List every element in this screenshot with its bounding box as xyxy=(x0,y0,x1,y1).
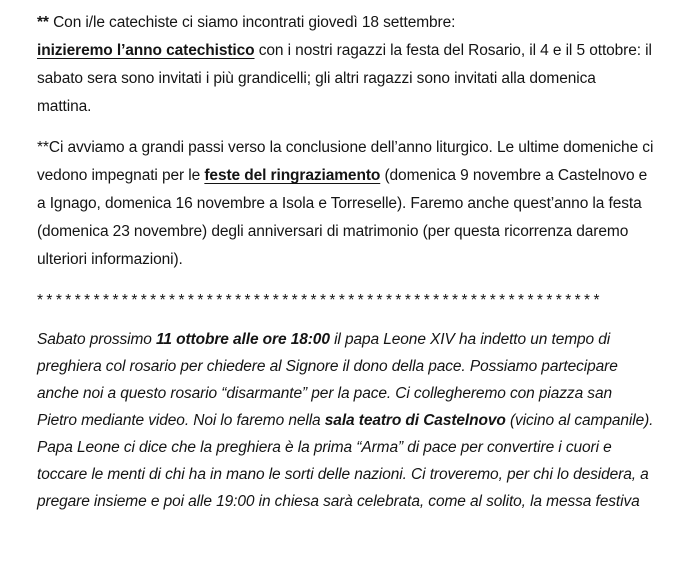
text-run: con i nostri ragazzi la festa del Rosario, il 4 e il 5 ottobre: il sabato sera sono invitati i più grandicelli; gli altri ragazzi sono invitati alla domenica mattina. xyxy=(37,42,652,115)
separator-asterisks xyxy=(37,287,654,315)
highlight-anno-catechistico: inizieremo l’anno catechistico xyxy=(37,42,255,59)
text-run: **Ci avviamo a grandi passi verso la conclusione dell’anno liturgico. Le ultime domeniche ci vedono impegnati per le xyxy=(37,139,654,184)
text-run: (vicino al campanile). Papa Leone ci dice che la preghiera è la prima “Arma” di pace per convertire i cuori e toccare le menti di chi ha in mano le sorti delle nazioni. Ci troveremo, per chi lo desidera, a pregare insieme e poi alle 19:00 in chiesa sarà celebrata, come al solito, la messa festiva xyxy=(37,412,654,510)
text-run: il papa Leone XIV ha indetto un tempo di preghiera col rosario per chiedere al Signore il dono della pace. Possiamo partecipare anche noi a questo rosario “disarmante” per la pace. Ci collegheremo con piazza san Pietro mediante video. Noi lo faremo nella xyxy=(37,331,618,429)
highlight-sala-teatro: sala teatro di Castelnovo xyxy=(324,412,506,429)
paragraph-catechiste xyxy=(37,9,654,121)
text-run: (domenica 9 novembre a Castelnovo e a Ignago, domenica 16 novembre a Isola e Torreselle). Faremo anche quest’anno la festa (domenica 23 novembre) degli anniversari di matrimonio (per questa ricorrenza daremo ulteriori informazioni). xyxy=(37,167,648,268)
asterisks-marker: ** xyxy=(37,14,54,31)
asterisk-line: ************************************************************ xyxy=(37,292,603,309)
highlight-feste-ringraziamento: feste del ringraziamento xyxy=(204,167,381,184)
paragraph-anno-liturgico xyxy=(37,134,654,274)
text-run: Sabato prossimo xyxy=(37,331,157,348)
text-run: Con i/le catechiste ci siamo incontrati giovedì 18 settembre: xyxy=(53,14,456,31)
document-body xyxy=(37,9,654,515)
paragraph-rosario-pace xyxy=(37,326,654,515)
highlight-data-ora: 11 ottobre alle ore 18:00 xyxy=(156,331,330,348)
